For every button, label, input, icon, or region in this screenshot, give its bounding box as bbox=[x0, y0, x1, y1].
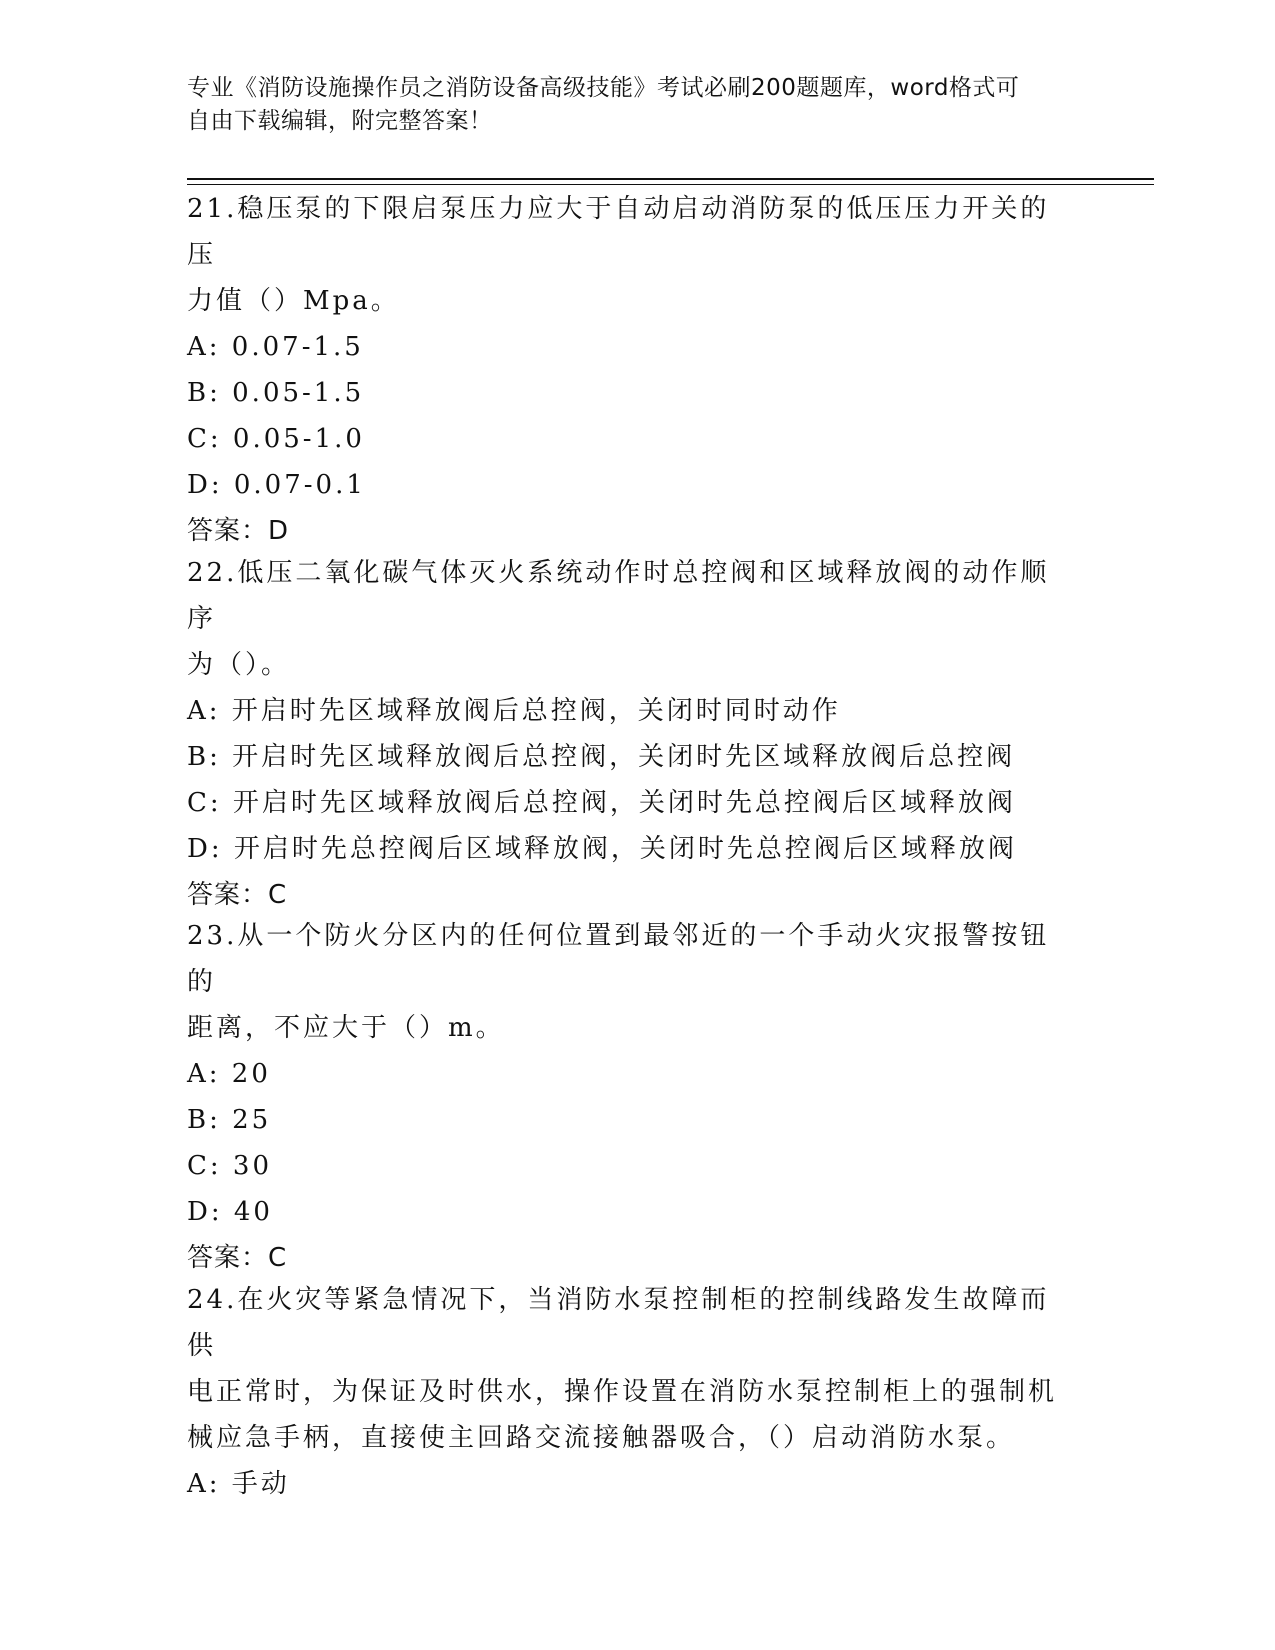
answer-line: 答案：C bbox=[187, 1243, 288, 1273]
header-divider-thin bbox=[187, 184, 1154, 185]
option-a: A: 开启时先区域释放阀后总控阀，关闭时同时动作 bbox=[187, 696, 841, 726]
document-header bbox=[187, 72, 1087, 138]
question-stem-line: 24.在火灾等紧急情况下，当消防水泵控制柜的控制线路发生故障而供 bbox=[187, 1285, 1050, 1361]
option-d: D: 0.07-0.1 bbox=[187, 470, 366, 500]
option-c: C: 开启时先区域释放阀后总控阀，关闭时先总控阀后区域释放阀 bbox=[187, 788, 1016, 818]
option-a: A: 0.07-1.5 bbox=[187, 332, 364, 362]
option-a: A: 20 bbox=[187, 1059, 271, 1089]
option-b: B: 25 bbox=[187, 1105, 272, 1135]
question-stem-line: 械应急手柄，直接使主回路交流接触器吸合，（）启动消防水泵。 bbox=[187, 1423, 1016, 1453]
option-b: B: 开启时先区域释放阀后总控阀，关闭时先区域释放阀后总控阀 bbox=[187, 742, 1016, 772]
question-stem-line: 力值（）Mpa。 bbox=[187, 286, 400, 316]
question-23 bbox=[187, 913, 1067, 1281]
option-d: D: 开启时先总控阀后区域释放阀，关闭时先总控阀后区域释放阀 bbox=[187, 834, 1017, 864]
option-a: A: 手动 bbox=[187, 1469, 290, 1499]
option-d: D: 40 bbox=[187, 1197, 273, 1227]
header-divider-thick bbox=[187, 178, 1154, 180]
header-line-2: 自由下载编辑，附完整答案！ bbox=[187, 108, 493, 134]
question-24 bbox=[187, 1277, 1067, 1507]
answer-line: 答案：D bbox=[187, 516, 290, 546]
question-stem-line: 为（）。 bbox=[187, 650, 291, 680]
option-c: C: 0.05-1.0 bbox=[187, 424, 365, 454]
option-b: B: 0.05-1.5 bbox=[187, 378, 365, 408]
answer-line: 答案：C bbox=[187, 880, 288, 910]
question-22 bbox=[187, 550, 1067, 918]
option-c: C: 30 bbox=[187, 1151, 273, 1181]
question-stem-line: 21.稳压泵的下限启泵压力应大于自动启动消防泵的低压压力开关的压 bbox=[187, 194, 1050, 270]
question-stem-line: 22.低压二氧化碳气体灭火系统动作时总控阀和区域释放阀的动作顺序 bbox=[187, 558, 1050, 634]
question-stem-line: 23.从一个防火分区内的任何位置到最邻近的一个手动火灾报警按钮的 bbox=[187, 921, 1050, 997]
question-21 bbox=[187, 186, 1067, 554]
question-stem-line: 电正常时，为保证及时供水，操作设置在消防水泵控制柜上的强制机 bbox=[187, 1377, 1058, 1407]
question-stem-line: 距离，不应大于（）m。 bbox=[187, 1013, 505, 1043]
header-line-1: 专业《消防设施操作员之消防设备高级技能》考试必刷200题题库，word格式可 bbox=[187, 75, 1020, 101]
